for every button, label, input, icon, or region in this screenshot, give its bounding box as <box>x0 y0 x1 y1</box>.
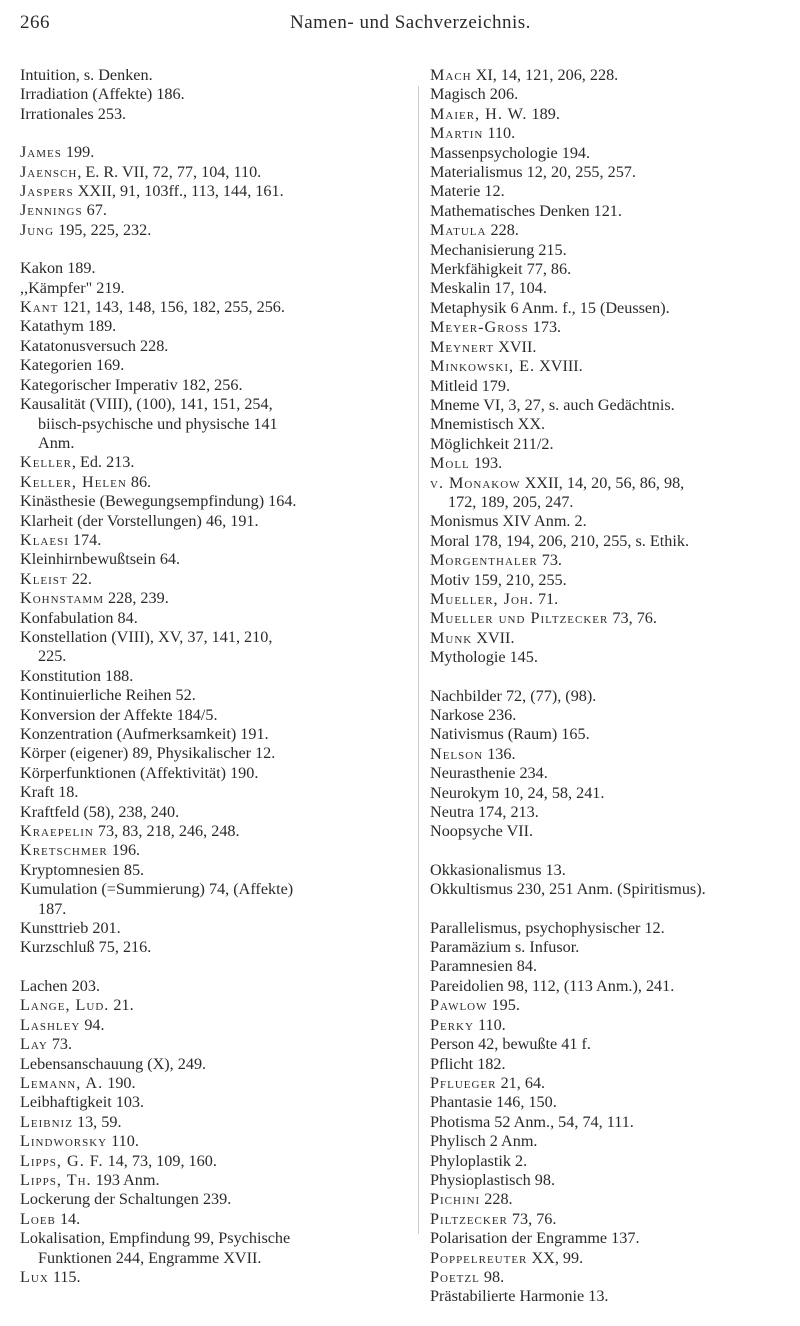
index-entry <box>430 880 798 899</box>
index-entry-text: 21. <box>109 996 134 1015</box>
index-entry-text: Phylisch 2 Anm. <box>430 1132 538 1151</box>
index-entry <box>20 1152 410 1171</box>
index-entry <box>20 1229 410 1268</box>
index-entry <box>20 298 410 317</box>
index-entry-text: Physioplastisch 98. <box>430 1170 556 1189</box>
index-entry-name: Kleist <box>20 569 68 588</box>
index-entry <box>430 163 798 182</box>
index-entry <box>20 1113 410 1132</box>
index-entry <box>20 1093 410 1112</box>
index-entry-text: 22. <box>67 569 92 588</box>
index-column-right <box>430 66 798 1326</box>
index-entry-text: Kraft 18. <box>20 783 79 802</box>
index-entry-text: Magisch 206. <box>430 85 519 104</box>
index-entry-text: 73, 76. <box>507 1209 557 1228</box>
index-entry-text: XXII, 91, 103ff., 113, 144, 161. <box>73 182 284 201</box>
index-entry-text: 98. <box>479 1267 505 1286</box>
index-entry <box>430 803 798 822</box>
index-entry <box>20 66 410 85</box>
index-entry <box>20 841 410 860</box>
index-entry <box>430 415 798 434</box>
index-entry <box>430 551 798 570</box>
index-entry-text: XXII, 14, 20, 56, 86, 98, <box>520 473 685 492</box>
index-entry-text: 86. <box>126 472 152 491</box>
index-entry <box>20 85 410 104</box>
index-entry-text: Materie 12. <box>430 182 505 201</box>
index-letter-group <box>20 259 410 958</box>
index-entry-text: Lockerung der Schaltungen 239. <box>20 1190 232 1209</box>
index-entry <box>20 356 410 375</box>
index-entry-name: Lashley <box>20 1015 81 1034</box>
index-entry-text: Photisma 52 Anm., 54, 74, 111. <box>430 1112 634 1131</box>
index-entry <box>20 492 410 511</box>
index-entry <box>20 1190 410 1209</box>
index-entry <box>430 571 798 590</box>
index-entry-text: Mneme VI, 3, 27, s. auch Gedächtnis. <box>430 395 675 414</box>
index-entry <box>20 706 410 725</box>
index-entry <box>20 201 410 220</box>
index-entry <box>20 1035 410 1054</box>
index-entry <box>20 725 410 744</box>
index-entry <box>20 628 410 667</box>
index-entry <box>430 1171 798 1190</box>
index-entry-text: 189. <box>527 104 560 123</box>
index-entry <box>20 783 410 802</box>
index-entry-name: Munk <box>430 628 473 647</box>
index-entry-text: Katathym 189. <box>20 317 117 336</box>
index-entry-text: 110. <box>483 124 516 143</box>
index-entry <box>430 745 798 764</box>
index-entry <box>430 85 798 104</box>
index-entry-text: Kinästhesie (Bewegungsempfindung) 164. <box>20 492 297 511</box>
index-entry-name: Moll <box>430 454 470 473</box>
index-entry-text: Merkfähigkeit 77, 86. <box>430 260 572 279</box>
index-entry <box>430 1249 798 1268</box>
index-entry <box>430 474 798 513</box>
page-header <box>0 12 800 42</box>
index-entry <box>20 919 410 938</box>
index-entry-text: 121, 143, 148, 156, 182, 255, 256. <box>58 298 285 317</box>
index-entry <box>20 1016 410 1035</box>
index-entry-text: Kraftfeld (58), 238, 240. <box>20 802 180 821</box>
index-entry-name: Perky <box>430 1015 474 1034</box>
index-entry-text: Noopsyche VII. <box>430 822 534 841</box>
index-entry-name: Meyer-Gross <box>430 318 529 337</box>
index-entry-name: Leibniz <box>20 1112 73 1131</box>
index-entry-text: Narkose 236. <box>430 706 517 724</box>
index-entry-text: 14. <box>55 1209 81 1228</box>
index-entry <box>20 395 410 453</box>
index-letter-group <box>20 143 410 240</box>
index-entry-name: Mach <box>430 66 472 84</box>
index-entry-text: 187. <box>38 899 67 918</box>
index-entry-text: Leibhaftigkeit 103. <box>20 1093 145 1112</box>
index-entry <box>430 784 798 803</box>
index-entry-text: Mythologie 145. <box>430 648 538 667</box>
index-entry-name: Lipps, G. F. <box>20 1151 104 1170</box>
index-entry-text: Paramnesien 84. <box>430 957 537 976</box>
index-entry-text: 172, 189, 205, 247. <box>448 492 574 511</box>
index-entry <box>430 105 798 124</box>
index-entry-text: 73. <box>537 551 562 570</box>
index-entry-text: , E. R. VII, 72, 77, 104, 110. <box>77 162 262 181</box>
index-entry <box>430 532 798 551</box>
index-entry-name: Piltzecker <box>430 1209 508 1228</box>
index-entry-text: Kunsttrieb 201. <box>20 919 121 938</box>
index-entry <box>430 66 798 85</box>
index-entry-text: Neutra 174, 213. <box>430 803 539 822</box>
index-entry-text: Materialismus 12, 20, 255, 257. <box>430 163 636 182</box>
index-entry-name: Mueller, Joh. <box>430 589 534 608</box>
index-entry <box>430 938 798 957</box>
index-entry <box>430 1210 798 1229</box>
index-letter-group <box>20 66 410 124</box>
index-entry-name: Lay <box>20 1035 48 1054</box>
index-entry-text: Metaphysik 6 Anm. f., 15 (Deussen). <box>430 298 670 317</box>
index-entry-text: 110. <box>473 1015 506 1034</box>
index-entry-text: Neurasthenie 234. <box>430 764 548 783</box>
index-entry-text: biisch-psychische und physische 141 <box>38 414 278 433</box>
index-entry-name: Kohnstamm <box>20 589 104 608</box>
index-entry-text: 21, 64. <box>496 1073 546 1092</box>
column-divider <box>418 86 419 1234</box>
index-entry <box>430 124 798 143</box>
index-entry <box>20 163 410 182</box>
index-entry-text: XVII. <box>472 628 515 647</box>
index-entry-text: XVII. <box>494 337 537 356</box>
index-entry-text: 195. <box>487 996 520 1015</box>
index-letter-group <box>430 66 798 668</box>
index-entry-text: Konstellation (VIII), XV, 37, 141, 210, <box>20 627 273 646</box>
index-entry-text: 228. <box>480 1190 513 1209</box>
index-entry-name: Lemann, A. <box>20 1073 104 1092</box>
index-entry-text: 228, 239. <box>103 589 169 608</box>
index-entry <box>20 337 410 356</box>
index-entry-text: Neurokym 10, 24, 58, 241. <box>430 783 605 802</box>
index-entry-text: 73. <box>47 1035 73 1054</box>
index-entry <box>20 550 410 569</box>
index-entry <box>20 977 410 996</box>
index-entry <box>20 686 410 705</box>
index-entry-text: Kausalität (VIII), (100), 141, 151, 254, <box>20 395 273 414</box>
index-entry <box>430 202 798 221</box>
index-entry <box>20 822 410 841</box>
index-entry-text: 195, 225, 232. <box>54 220 152 239</box>
index-entry <box>430 609 798 628</box>
index-entry <box>430 1113 798 1132</box>
index-entry-text: Phyloplastik 2. <box>430 1151 528 1170</box>
index-entry <box>20 764 410 783</box>
index-entry-name: Poppelreuter <box>430 1248 528 1267</box>
index-entry-text: Prästabilierte Harmonie 13. <box>430 1287 609 1306</box>
index-entry-name: Pawlow <box>430 996 488 1015</box>
index-entry-text: 73, 83, 218, 246, 248. <box>93 822 240 841</box>
index-entry <box>20 609 410 628</box>
index-entry-text: , Ed. 213. <box>71 453 135 472</box>
index-entry <box>20 938 410 957</box>
index-entry <box>20 1132 410 1151</box>
index-entry <box>20 744 410 763</box>
index-entry-text: Paramäzium s. Infusor. <box>430 938 580 957</box>
index-entry-text: Intuition, s. Denken. <box>20 66 153 84</box>
index-entry-text: Motiv 159, 210, 255. <box>430 570 567 589</box>
index-entry <box>430 512 798 531</box>
index-entry-text: Polarisation der Engramme 137. <box>430 1229 640 1248</box>
index-entry <box>20 376 410 395</box>
index-entry-text: Massenpsychologie 194. <box>430 143 591 162</box>
index-entry-text: Lokalisation, Empfindung 99, Psychische <box>20 1229 291 1248</box>
index-entry-name: Meynert <box>430 337 495 356</box>
index-entry-text: Moral 178, 194, 206, 210, 255, s. Ethik. <box>430 531 689 550</box>
index-entry-name: Matula <box>430 221 487 240</box>
index-entry-text: 193. <box>469 454 503 473</box>
index-entry <box>20 259 410 278</box>
index-entry-text: 228. <box>486 221 519 240</box>
index-entry <box>430 1055 798 1074</box>
index-entry <box>430 396 798 415</box>
index-entry <box>20 880 410 919</box>
index-entry-text: Klarheit (der Vorstellungen) 46, 191. <box>20 511 259 530</box>
index-entry-text: 67. <box>82 201 107 220</box>
index-entry-text: Parallelismus, psychophysischer 12. <box>430 918 665 937</box>
index-entry <box>20 221 410 240</box>
index-entry-text: Mathematisches Denken 121. <box>430 201 622 220</box>
index-entry-name: Lipps, Th. <box>20 1170 92 1189</box>
index-entry-text: 136. <box>483 744 516 763</box>
index-entry-name: Jung <box>20 220 55 239</box>
index-entry-name: Kraepelin <box>20 822 94 841</box>
index-entry <box>430 1074 798 1093</box>
index-entry <box>430 221 798 240</box>
index-entry-text: 14, 73, 109, 160. <box>103 1151 217 1170</box>
index-entry-name: Lindworsky <box>20 1132 108 1151</box>
index-entry-text: Okkasionalismus 13. <box>430 860 566 879</box>
index-column-left <box>20 66 410 1306</box>
index-entry <box>20 182 410 201</box>
index-entry-text: 225. <box>38 647 67 666</box>
index-entry-name: v. Monakow <box>430 473 521 492</box>
index-entry-name: Jennings <box>20 201 83 220</box>
index-entry-text: Nachbilder 72, (77), (98). <box>430 686 597 705</box>
index-entry-name: Lux <box>20 1267 49 1286</box>
index-entry <box>20 143 410 162</box>
index-entry-text: Kategorien 169. <box>20 356 125 375</box>
index-entry-text: Irrationales 253. <box>20 104 127 123</box>
index-entry-text: 199. <box>61 143 95 162</box>
index-entry <box>430 648 798 667</box>
index-entry-name: Loeb <box>20 1209 56 1228</box>
index-entry-text: 174. <box>68 530 102 549</box>
index-entry-text: Mechanisierung 215. <box>430 240 567 259</box>
index-entry <box>430 706 798 725</box>
index-entry <box>430 338 798 357</box>
index-entry-name: Keller <box>20 453 72 472</box>
index-entry <box>430 1016 798 1035</box>
index-letter-group <box>430 687 798 842</box>
index-entry <box>20 279 410 298</box>
index-entry-text: 173. <box>528 318 562 337</box>
index-letter-group <box>430 861 798 900</box>
running-title: Namen- und Sachverzeichnis. <box>290 12 531 33</box>
index-entry-text: Anm. <box>38 433 75 452</box>
index-entry <box>20 570 410 589</box>
index-entry-text: Kleinhirnbewußtsein 64. <box>20 550 181 569</box>
index-entry-name: Morgenthaler <box>430 551 538 570</box>
index-entry <box>430 861 798 880</box>
index-entry-text: Lebensanschauung (X), 249. <box>20 1054 207 1073</box>
index-entry-text: Funktionen 244, Engramme XVII. <box>38 1248 262 1267</box>
index-entry-name: Pichini <box>430 1190 481 1209</box>
index-entry-text: Irradiation (Affekte) 186. <box>20 85 185 104</box>
index-entry <box>430 725 798 744</box>
index-entry <box>20 1210 410 1229</box>
index-entry <box>430 1152 798 1171</box>
index-entry-text: 110. <box>107 1132 139 1151</box>
index-entry <box>430 377 798 396</box>
index-entry <box>430 260 798 279</box>
index-entry-name: Poetzl <box>430 1267 480 1286</box>
index-entry-text: Körper (eigener) 89, Physikalischer 12. <box>20 744 276 763</box>
index-entry <box>430 957 798 976</box>
index-entry-text: Okkultismus 230, 251 Anm. (Spiritismus). <box>430 880 706 899</box>
index-entry <box>430 687 798 706</box>
index-entry-text: Phantasie 146, 150. <box>430 1093 557 1112</box>
index-entry-text: Person 42, bewußte 41 f. <box>430 1035 591 1054</box>
index-entry-text: Kontinuierliche Reihen 52. <box>20 686 196 705</box>
index-entry-text: Konstitution 188. <box>20 666 134 685</box>
index-entry <box>20 473 410 492</box>
index-entry-text: 94. <box>80 1015 105 1034</box>
index-entry <box>430 1132 798 1151</box>
index-entry-text: Nativismus (Raum) 165. <box>430 725 590 744</box>
index-entry <box>20 861 410 880</box>
index-entry <box>20 1268 410 1287</box>
index-entry-text: 71. <box>533 589 559 608</box>
index-entry <box>20 1171 410 1190</box>
index-entry <box>430 435 798 454</box>
index-entry-text: 190. <box>103 1073 136 1092</box>
index-entry-name: Nelson <box>430 744 484 763</box>
index-entry <box>430 1287 798 1306</box>
index-entry-text: Körperfunktionen (Affektivität) 190. <box>20 763 259 782</box>
index-entry <box>430 822 798 841</box>
index-entry <box>430 919 798 938</box>
index-entry <box>430 1229 798 1248</box>
index-entry <box>430 996 798 1015</box>
index-entry-text: XI, 14, 121, 206, 228. <box>471 66 619 84</box>
index-entry-name: Minkowski, E. <box>430 357 536 376</box>
index-entry <box>430 182 798 201</box>
index-entry-name: Maier, H. W. <box>430 104 528 123</box>
index-entry-name: Mueller und Piltzecker <box>430 609 609 628</box>
index-entry-name: Lange, Lud. <box>20 996 110 1015</box>
index-entry <box>430 299 798 318</box>
index-entry-name: Jaensch <box>20 162 78 181</box>
index-entry-text: Meskalin 17, 104. <box>430 279 547 298</box>
index-entry-name: Kant <box>20 298 59 317</box>
index-entry <box>430 629 798 648</box>
index-entry <box>430 977 798 996</box>
index-entry <box>430 357 798 376</box>
index-entry-text: 73, 76. <box>608 609 657 628</box>
index-entry <box>430 1035 798 1054</box>
index-entry-text: Pareidolien 98, 112, (113 Anm.), 241. <box>430 976 675 995</box>
index-entry <box>430 241 798 260</box>
index-entry-text: Konversion der Affekte 184/5. <box>20 705 218 724</box>
index-entry-text: Monismus XIV Anm. 2. <box>430 512 587 531</box>
index-entry-text: Konfabulation 84. <box>20 608 138 627</box>
index-entry <box>20 803 410 822</box>
index-entry <box>430 590 798 609</box>
index-entry <box>20 512 410 531</box>
index-entry <box>20 996 410 1015</box>
index-entry-name: Klaesi <box>20 530 69 549</box>
index-entry-text: Mnemistisch XX. <box>430 415 546 434</box>
index-entry-name: Kretschmer <box>20 841 108 860</box>
index-entry <box>430 318 798 337</box>
index-entry <box>430 144 798 163</box>
index-letter-group <box>430 919 798 1307</box>
index-entry-text: Katatonusversuch 228. <box>20 336 169 355</box>
index-entry-text: Konzentration (Aufmerksamkeit) 191. <box>20 725 269 743</box>
index-entry-name: Martin <box>430 124 484 143</box>
index-entry-text: Kategorischer Imperativ 182, 256. <box>20 375 243 394</box>
index-entry-text: Kakon 189. <box>20 259 96 278</box>
index-entry <box>20 453 410 472</box>
index-entry-text: ,,Kämpfer" 219. <box>20 278 125 297</box>
index-entry-name: Keller, Helen <box>20 472 127 491</box>
index-entry <box>430 1093 798 1112</box>
index-entry-text: Möglichkeit 211/2. <box>430 434 554 453</box>
index-entry-text: Mitleid 179. <box>430 376 511 395</box>
index-entry <box>430 279 798 298</box>
index-entry <box>430 764 798 783</box>
index-entry <box>20 589 410 608</box>
index-entry <box>20 531 410 550</box>
index-entry <box>20 1055 410 1074</box>
index-entry <box>20 667 410 686</box>
index-letter-group <box>20 977 410 1288</box>
index-entry-text: Kumulation (=Summierung) 74, (Affekte) <box>20 880 294 899</box>
index-entry-text: Pflicht 182. <box>430 1054 506 1073</box>
index-entry-text: 13, 59. <box>72 1112 122 1131</box>
index-entry <box>20 105 410 124</box>
index-entry-text: XX, 99. <box>527 1248 584 1267</box>
index-entry-text: 115. <box>48 1267 81 1286</box>
index-entry-name: Jaspers <box>20 182 74 201</box>
index-entry <box>430 1268 798 1287</box>
index-entry-text: 193 Anm. <box>91 1170 160 1189</box>
index-entry <box>430 454 798 473</box>
index-entry-text: Lachen 203. <box>20 976 101 995</box>
index-entry-text: 196. <box>107 841 141 860</box>
index-entry-name: Pflueger <box>430 1073 497 1092</box>
index-entry-text: XVIII. <box>535 357 583 376</box>
index-entry <box>430 1190 798 1209</box>
index-entry-text: Kryptomnesien 85. <box>20 860 145 879</box>
index-entry <box>20 317 410 336</box>
index-entry-text: Kurzschluß 75, 216. <box>20 938 152 957</box>
index-entry <box>20 1074 410 1093</box>
index-entry-name: James <box>20 143 62 162</box>
page-number: 266 <box>20 12 50 33</box>
